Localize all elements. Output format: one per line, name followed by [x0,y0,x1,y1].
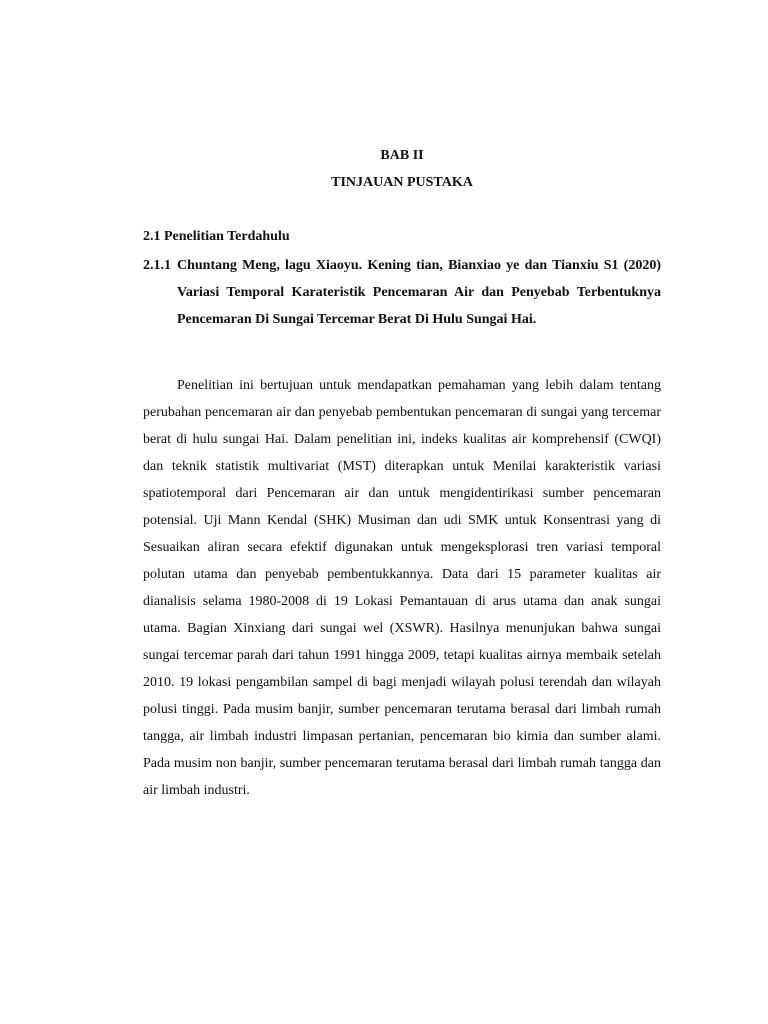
subsection-title: Chuntang Meng, lagu Xiaoyu. Kening tian, Bianxiao ye dan Tianxiu S1 (2020) Variasi Temporal Karateristik Pencemaran Air dan Penyebab Terbentuknya Pencemaran Di Sungai Tercemar Berat Di Hulu Sungai Hai. [177,258,661,327]
subsection-number: 2.1.1 [143,258,171,273]
body-paragraph: Penelitian ini bertujuan untuk mendapatkan pemahaman yang lebih dalam tentang perubahan pencemaran air dan penyebab pembentukan pencemaran di sungai yang tercemar berat di hulu sungai Hai. Dalam penelitian ini, indeks kualitas air komprehensif (CWQI) dan teknik statistik multivariat (MST) diterapkan untuk Menilai karakteristik variasi spatiotemporal dari Pencemaran air dan untuk mengidentirikasi sumber pencemaran potensial. Uji Mann Kendal (SHK) Musiman dan udi SMK untuk Konsentrasi yang di Sesuaikan aliran secara efektif digunakan untuk mengeksplorasi tren variasi temporal polutan utama dan penyebab pembentukkannya. Data dari 15 parameter kualitas air dianalisis selama 1980-2008 di 19 Lokasi Pemantauan di arus utama dan anak sungai utama. Bagian Xinxiang dari sungai wel (XSWR). Hasilnya menunjukan bahwa sungai sungai tercemar parah dari tahun 1991 hingga 2009, tetapi kualitas airnya membaik setelah 2010. 19 lokasi pengambilan sampel di bagi menjadi wilayah polusi terendah dan wilayah polusi tinggi. Pada musim banjir, sumber pencemaran terutama berasal dari limbah rumah tangga, air limbah industri limpasan pertanian, pencemaran bio kimia dan sumber alami. Pada musim non banjir, sumber pencemaran terutama berasal dari limbah rumah tangga dan air limbah industri. [143,378,661,798]
subsection-heading [143,252,661,333]
section-heading: 2.1 Penelitian Terdahulu [143,229,290,244]
document-page [143,0,661,1024]
chapter-title: TINJAUAN PUSTAKA [331,175,473,190]
chapter-number: BAB II [380,148,424,163]
